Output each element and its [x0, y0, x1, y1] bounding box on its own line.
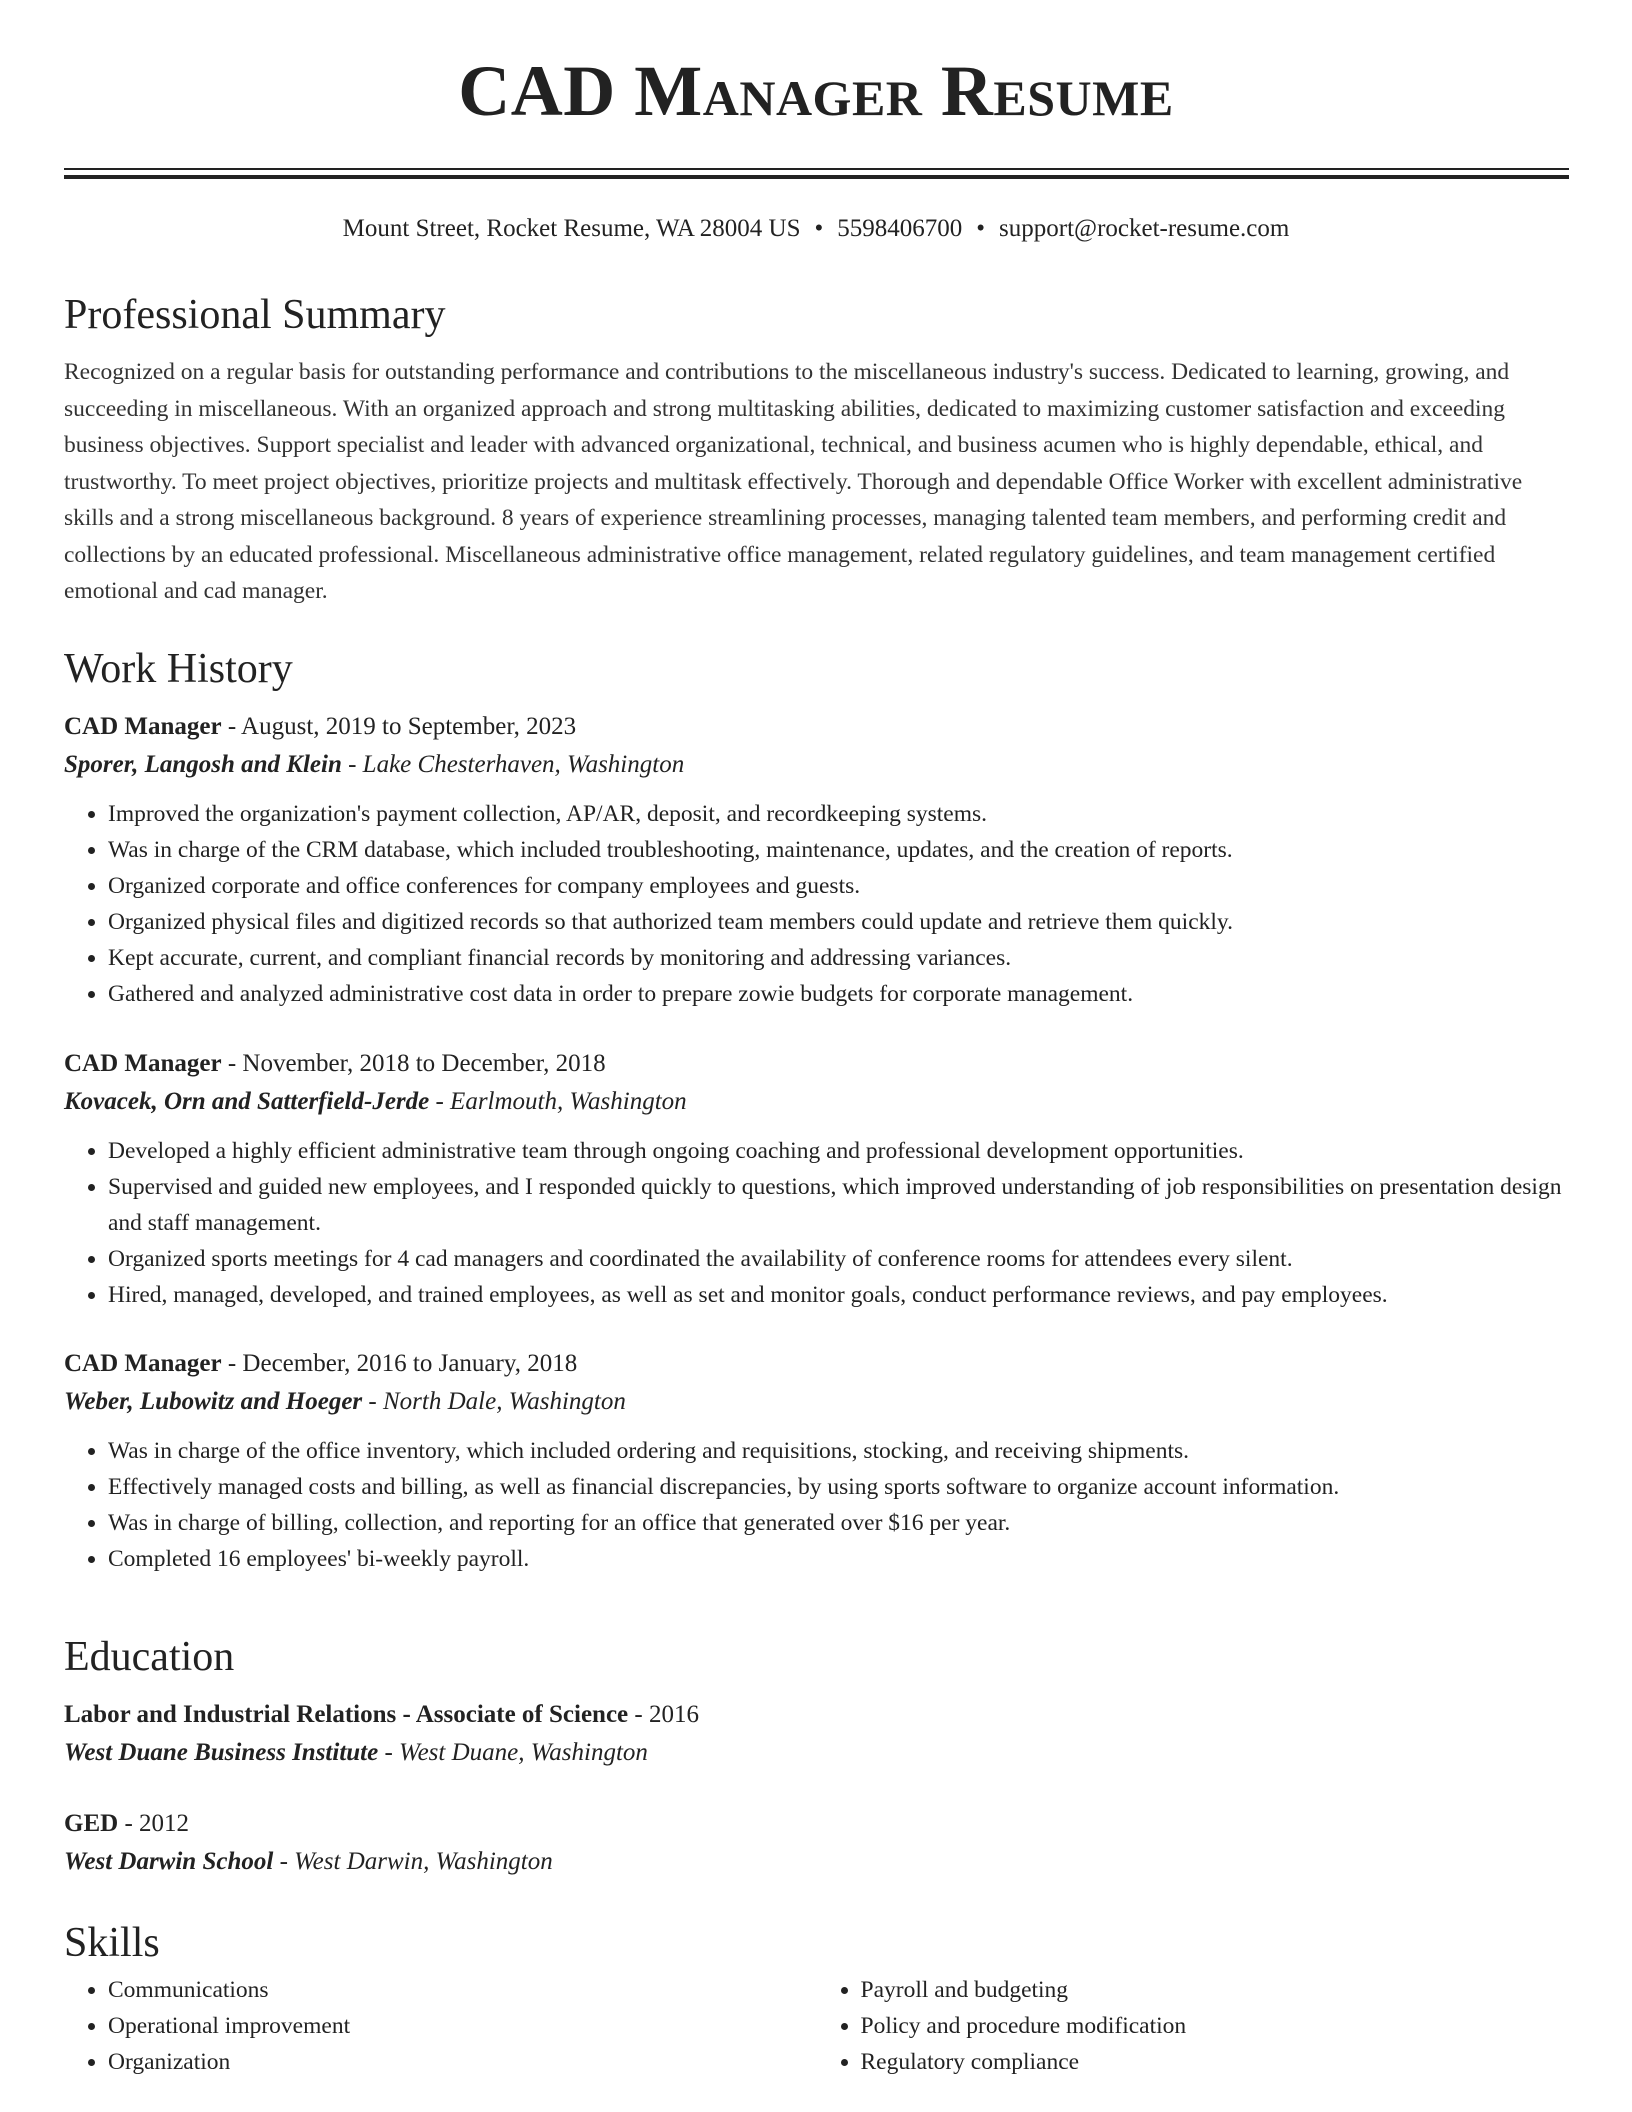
job-duties-list	[64, 1433, 1569, 1577]
job-location: - Earlmouth, Washington	[429, 1088, 687, 1116]
list-item: • Completed 16 employees' bi-weekly payroll.	[108, 1541, 1569, 1577]
contact-phone: 5598406700	[837, 215, 963, 242]
contact-line	[0, 215, 1632, 243]
job-entry	[64, 1345, 1569, 1577]
job-employer	[64, 1083, 1569, 1121]
page-title: CAD Manager Resume	[458, 51, 1174, 131]
job-employer	[64, 746, 1569, 784]
list-item: • Regulatory compliance	[861, 2044, 1570, 2080]
skills-list-left	[64, 1972, 817, 2080]
list-item: • Operational improvement	[108, 2008, 817, 2044]
education-school: West Duane Business Institute	[64, 1739, 379, 1767]
job-location: - North Dale, Washington	[362, 1388, 626, 1416]
job-duties-list	[64, 1133, 1569, 1313]
job-company: Sporer, Langosh and Klein	[64, 751, 342, 779]
job-title: CAD Manager	[64, 1350, 222, 1378]
list-item: • Communications	[108, 1972, 817, 2008]
education-year: - 2016	[628, 1701, 699, 1729]
list-item: • Organization	[108, 2044, 817, 2080]
list-item: • Gathered and analyzed administrative cost data in order to prepare zowie budgets for corporate management.	[108, 976, 1569, 1012]
job-employer	[64, 1383, 1569, 1421]
job-dates: - December, 2016 to January, 2018	[221, 1350, 578, 1378]
job-location: - Lake Chesterhaven, Washington	[341, 751, 685, 779]
education-school: West Darwin School	[64, 1848, 274, 1876]
education-location: - West Duane, Washington	[378, 1739, 648, 1767]
contact-separator: •	[976, 215, 986, 242]
job-dates: - November, 2018 to December, 2018	[221, 1050, 606, 1078]
job-heading	[64, 1045, 1569, 1083]
job-title: CAD Manager	[64, 1050, 222, 1078]
job-heading	[64, 1345, 1569, 1383]
education-degree: Labor and Industrial Relations - Associate of Science	[64, 1701, 629, 1729]
list-item: • Organized sports meetings for 4 cad managers and coordinated the availability of conference rooms for attendees every silent.	[108, 1241, 1569, 1277]
list-item: • Hired, managed, developed, and trained employees, as well as set and monitor goals, conduct performance reviews, and pay employees.	[108, 1277, 1569, 1313]
list-item: • Kept accurate, current, and compliant financial records by monitoring and addressing variances.	[108, 940, 1569, 976]
title-divider-thick	[64, 175, 1569, 179]
contact-separator: •	[814, 215, 824, 242]
list-item: • Improved the organization's payment collection, AP/AR, deposit, and recordkeeping systems.	[108, 796, 1569, 832]
education-entry	[64, 1696, 1569, 1772]
education-degree-line	[64, 1805, 1569, 1843]
education-location: - West Darwin, Washington	[273, 1848, 553, 1876]
list-item: • Supervised and guided new employees, and I responded quickly to questions, which improved understanding of job responsibilities on presentation design and staff management.	[108, 1169, 1569, 1241]
education-school-line	[64, 1843, 1569, 1881]
skills-list-right	[817, 1972, 1570, 2080]
list-item: • Was in charge of the office inventory, which included ordering and requisitions, stocking, and receiving shipments.	[108, 1433, 1569, 1469]
job-duties-list	[64, 796, 1569, 1012]
title-divider-thin	[64, 168, 1569, 170]
job-title: CAD Manager	[64, 713, 222, 741]
summary-heading: Professional Summary	[64, 292, 446, 338]
skills-section	[64, 1918, 1569, 2080]
education-section	[64, 1632, 1569, 1881]
list-item: • Effectively managed costs and billing, as well as financial discrepancies, by using sports software to organize account information.	[108, 1469, 1569, 1505]
job-company: Kovacek, Orn and Satterfield-Jerde	[64, 1088, 430, 1116]
list-item: • Organized corporate and office conferences for company employees and guests.	[108, 868, 1569, 904]
education-degree-line	[64, 1696, 1569, 1734]
list-item: • Developed a highly efficient administrative team through ongoing coaching and professional development opportunities.	[108, 1133, 1569, 1169]
job-entry	[64, 708, 1569, 1012]
education-year: - 2012	[118, 1810, 190, 1838]
job-company: Weber, Lubowitz and Hoeger	[64, 1388, 363, 1416]
job-dates: - August, 2019 to September, 2023	[221, 713, 577, 741]
education-entry	[64, 1805, 1569, 1881]
job-entry	[64, 1045, 1569, 1313]
list-item: • Organized physical files and digitized records so that authorized team members could update and retrieve them quickly.	[108, 904, 1569, 940]
list-item: • Was in charge of the CRM database, which included troubleshooting, maintenance, updates, and the creation of reports.	[108, 832, 1569, 868]
list-item: • Policy and procedure modification	[861, 2008, 1570, 2044]
skills-heading: Skills	[64, 1920, 160, 1966]
summary-text: Recognized on a regular basis for outstanding performance and contributions to the miscellaneous industry's success. Dedicated to learning, growing, and succeeding in miscellaneous. With an organized approach and strong multitasking abilities, dedicated to maximizing customer satisfaction and exceeding business objectives. Support specialist and leader with advanced organizational, technical, and business acumen who is highly dependable, ethical, and trustworthy. To meet project objectives, prioritize projects and multitask effectively. Thorough and dependable Office Worker with excellent administrative skills and a strong miscellaneous background. 8 years of experience streamlining processes, managing talented team members, and performing credit and collections by an educated professional. Miscellaneous administrative office management, related regulatory guidelines, and team management certified emotional and cad manager.	[64, 359, 1523, 605]
skills-columns	[64, 1972, 1569, 2080]
list-item: • Payroll and budgeting	[861, 1972, 1570, 2008]
contact-address: Mount Street, Rocket Resume, WA 28004 US	[342, 215, 801, 242]
work-history-section	[64, 644, 1569, 1577]
education-heading: Education	[64, 1634, 235, 1680]
education-degree: GED	[64, 1810, 119, 1838]
job-heading	[64, 708, 1569, 746]
contact-email: support@rocket-resume.com	[999, 215, 1290, 242]
summary-section	[64, 290, 1569, 610]
education-school-line	[64, 1734, 1569, 1772]
work-history-heading: Work History	[64, 646, 293, 692]
list-item: • Was in charge of billing, collection, and reporting for an office that generated over $16 per year.	[108, 1505, 1569, 1541]
